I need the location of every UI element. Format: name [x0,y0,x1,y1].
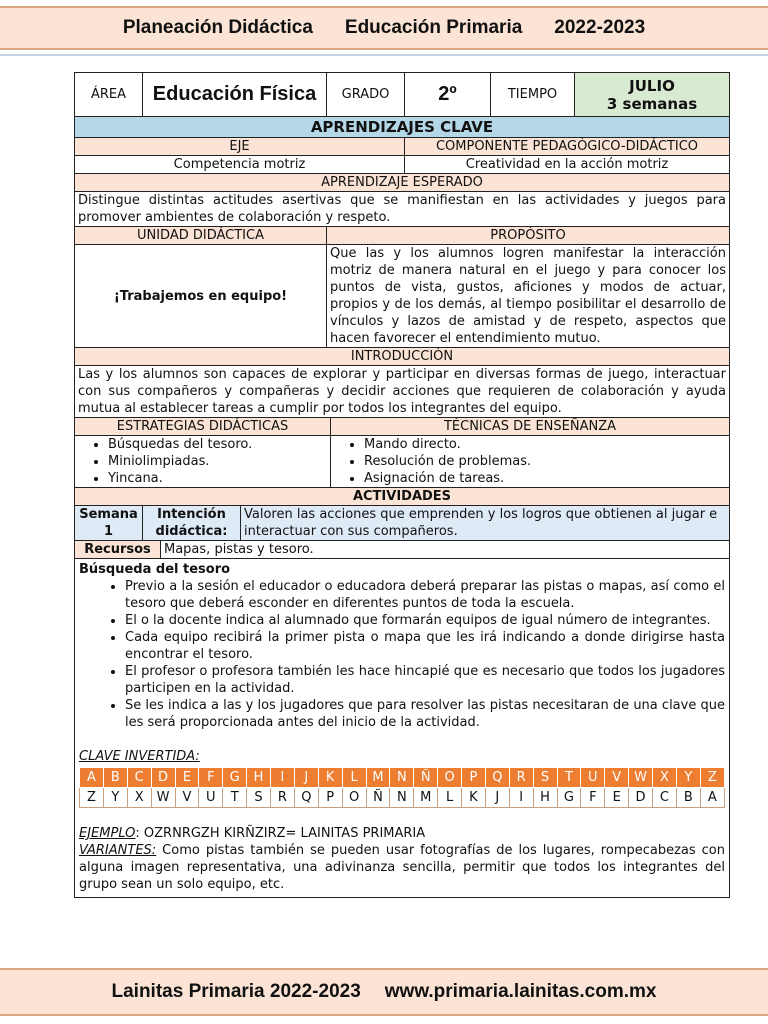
cipher-coded-letter: U [199,788,223,808]
componente-label: COMPONENTE PEDAGÓGICO-DIDÁCTICO [405,138,730,156]
cipher-plain-letter: F [199,768,223,788]
cipher-coded-row [80,788,725,808]
cipher-coded-letter: I [509,788,533,808]
recursos-text: Mapas, pistas y tesoro. [161,541,730,559]
semana-cell [75,506,143,541]
cipher-plain-row [80,768,725,788]
variantes-label: VARIANTES: [79,843,157,858]
variantes-line [79,842,725,893]
footer-title: Lainitas Primaria 2022-2023 [111,981,361,1002]
variantes-text: Como pistas también se pueden usar fotografías de los lugares, rompecabezas con alguna imagen representativa, una adivinanza sencilla, permitir que todos los integrantes del grupo sean un solo equipo, etc. [79,843,725,892]
estrategias-list [78,436,327,487]
cipher-plain-letter: S [533,768,557,788]
cipher-plain-letter: A [80,768,104,788]
cipher-coded-letter: Ñ [366,788,390,808]
cipher-plain-letter: I [271,768,295,788]
activity-title: Búsqueda del tesoro [79,562,231,577]
cipher-coded-letter: H [533,788,557,808]
cipher-coded-letter: F [581,788,605,808]
tecnicas-label: TÉCNICAS DE ENSEÑANZA [331,418,730,436]
tiempo-label: TIEMPO [491,73,575,117]
cipher-plain-letter: Y [676,768,700,788]
footer-banner [0,968,768,1016]
cipher-plain-letter: O [438,768,462,788]
eje-value: Competencia motriz [75,156,405,174]
cipher-coded-letter: Y [103,788,127,808]
estrategias-list-cell [75,436,331,488]
header-level: Educación Primaria [344,17,523,38]
activity-steps [79,578,725,731]
cipher-plain-letter: K [318,768,342,788]
cipher-plain-letter: P [462,768,486,788]
cipher-coded-letter: J [485,788,509,808]
componente-value: Creatividad en la acción motriz [405,156,730,174]
footer-url[interactable]: www.primaria.lainitas.com.mx [384,981,657,1002]
cipher-coded-letter: N [390,788,414,808]
list-item: • El profesor o profesora también les hace hincapié que es necesario que todos los jugadores participen en la actividad. [125,663,725,697]
cipher-coded-letter: M [414,788,438,808]
list-item: • Asignación de tareas. [364,470,726,487]
cipher-plain-letter: T [557,768,581,788]
header-banner [0,6,768,50]
cipher-plain-letter: Z [700,768,724,788]
list-item: • Resolución de problemas. [364,453,726,470]
area-label: ÁREA [75,73,143,117]
cipher-plain-letter: R [509,768,533,788]
esperado-label: APRENDIZAJE ESPERADO [75,174,730,192]
cipher-plain-letter: D [151,768,175,788]
intencion-label-2: didáctica: [155,524,228,539]
cipher-plain-letter: H [247,768,271,788]
ejemplo-line [79,825,725,842]
cipher-coded-letter: W [151,788,175,808]
cipher-coded-letter: T [223,788,247,808]
ejemplo-label: EJEMPLO [79,826,136,841]
cipher-coded-letter: Q [294,788,318,808]
intencion-text: Valoren las acciones que emprenden y los logros que obtienen al jugar e interactuar con sus compañeros. [241,506,730,541]
clave-label: CLAVE INVERTIDA: [79,749,200,764]
esperado-text: Distingue distintas actitudes asertivas que se manifiestan en las actividades y juegos para promover ambientes de colaboración y respeto. [75,192,730,227]
cipher-coded-letter: Z [80,788,104,808]
ejemplo-text: : OZRNRGZH KIRÑZIRZ= LAINITAS PRIMARIA [135,826,426,841]
cipher-plain-letter: W [629,768,653,788]
cipher-plain-letter: L [342,768,366,788]
cipher-coded-letter: D [629,788,653,808]
cipher-plain-letter: X [653,768,677,788]
grado-value: 2º [405,73,491,117]
cipher-plain-letter: E [175,768,199,788]
cipher-plain-letter: M [366,768,390,788]
cipher-coded-letter: R [271,788,295,808]
tiempo-value [575,73,730,117]
activity-body [75,559,730,898]
cipher-plain-letter: U [581,768,605,788]
cipher-coded-letter: K [462,788,486,808]
list-item: • Cada equipo recibirá la primer pista o mapa que les irá indicando a donde dirigirse hasta encontrar el tesoro. [125,629,725,663]
proposito-text: Que las y los alumnos logren manifestar la interacción motriz de manera natural en el juego y para conocer los puntos de vista, gustos, aficiones y modos de actuar, propios y de los demás, al tiempo posibilitar el desarrollo de vínculos y lazos de amistad y de respeto, aspectos que hacen favorecer el entendimiento mutuo. [327,245,730,348]
lesson-plan-table [74,72,730,898]
cipher-coded-letter: L [438,788,462,808]
tiempo-month: JULIO [629,76,675,95]
introduccion-text: Las y los alumnos son capaces de explorar y participar en diversas formas de juego, interactuar con sus compañeros y compañeras y decidir acciones que requieren de colaboración y ayuda mutua al establecer tareas a cumplir por todos los integrantes del equipo. [75,366,730,418]
cipher-plain-letter: V [605,768,629,788]
list-item: • Miniolimpiadas. [108,453,327,470]
cipher-plain-letter: N [390,768,414,788]
aprendizajes-title: APRENDIZAJES CLAVE [75,117,730,138]
cipher-coded-letter: E [605,788,629,808]
eje-label: EJE [75,138,405,156]
cipher-coded-letter: X [127,788,151,808]
actividades-label: ACTIVIDADES [75,488,730,506]
header-year: 2022-2023 [554,17,646,38]
introduccion-label: INTRODUCCIÓN [75,348,730,366]
semana-label: Semana [79,507,138,522]
tiempo-weeks: 3 semanas [606,94,698,113]
cipher-plain-letter: C [127,768,151,788]
unidad-value: ¡Trabajemos en equipo! [75,245,327,348]
unidad-label: UNIDAD DIDÁCTICA [75,227,327,245]
info-row [75,73,730,117]
cipher-coded-letter: G [557,788,581,808]
grado-label: GRADO [327,73,405,117]
list-item: • Previo a la sesión el educador o educadora deberá preparar las pistas o mapas, así como el tesoro que deberá esconder en diferentes puntos de toda la escuela. [125,578,725,612]
list-item: • El o la docente indica al alumnado que formarán equipos de igual número de integrantes. [125,612,725,629]
list-item: • Búsquedas del tesoro. [108,436,327,453]
header-divider [0,54,768,56]
cipher-coded-letter: B [676,788,700,808]
cipher-coded-letter: S [247,788,271,808]
cipher-coded-letter: P [318,788,342,808]
cipher-plain-letter: J [294,768,318,788]
intencion-label-1: Intención [157,507,226,522]
tecnicas-list-cell [331,436,730,488]
intencion-label-cell [143,506,241,541]
cipher-table [79,767,725,808]
list-item: • Mando directo. [364,436,726,453]
cipher-plain-letter: G [223,768,247,788]
cipher-plain-letter: B [103,768,127,788]
cipher-plain-letter: Q [485,768,509,788]
cipher-plain-letter: Ñ [414,768,438,788]
proposito-label: PROPÓSITO [327,227,730,245]
recursos-label: Recursos [75,541,161,559]
area-value: Educación Física [143,73,327,117]
cipher-coded-letter: O [342,788,366,808]
cipher-coded-letter: V [175,788,199,808]
estrategias-label: ESTRATEGIAS DIDÁCTICAS [75,418,331,436]
tecnicas-list [334,436,726,487]
semana-value: 1 [103,524,114,539]
list-item: • Se les indica a las y los jugadores que para resolver las pistas necesitaran de una clave que les será proporcionada antes del inicio de la actividad. [125,697,725,731]
cipher-coded-letter: A [700,788,724,808]
header-title: Planeación Didáctica [122,17,313,38]
list-item: • Yincana. [108,470,327,487]
cipher-coded-letter: C [653,788,677,808]
